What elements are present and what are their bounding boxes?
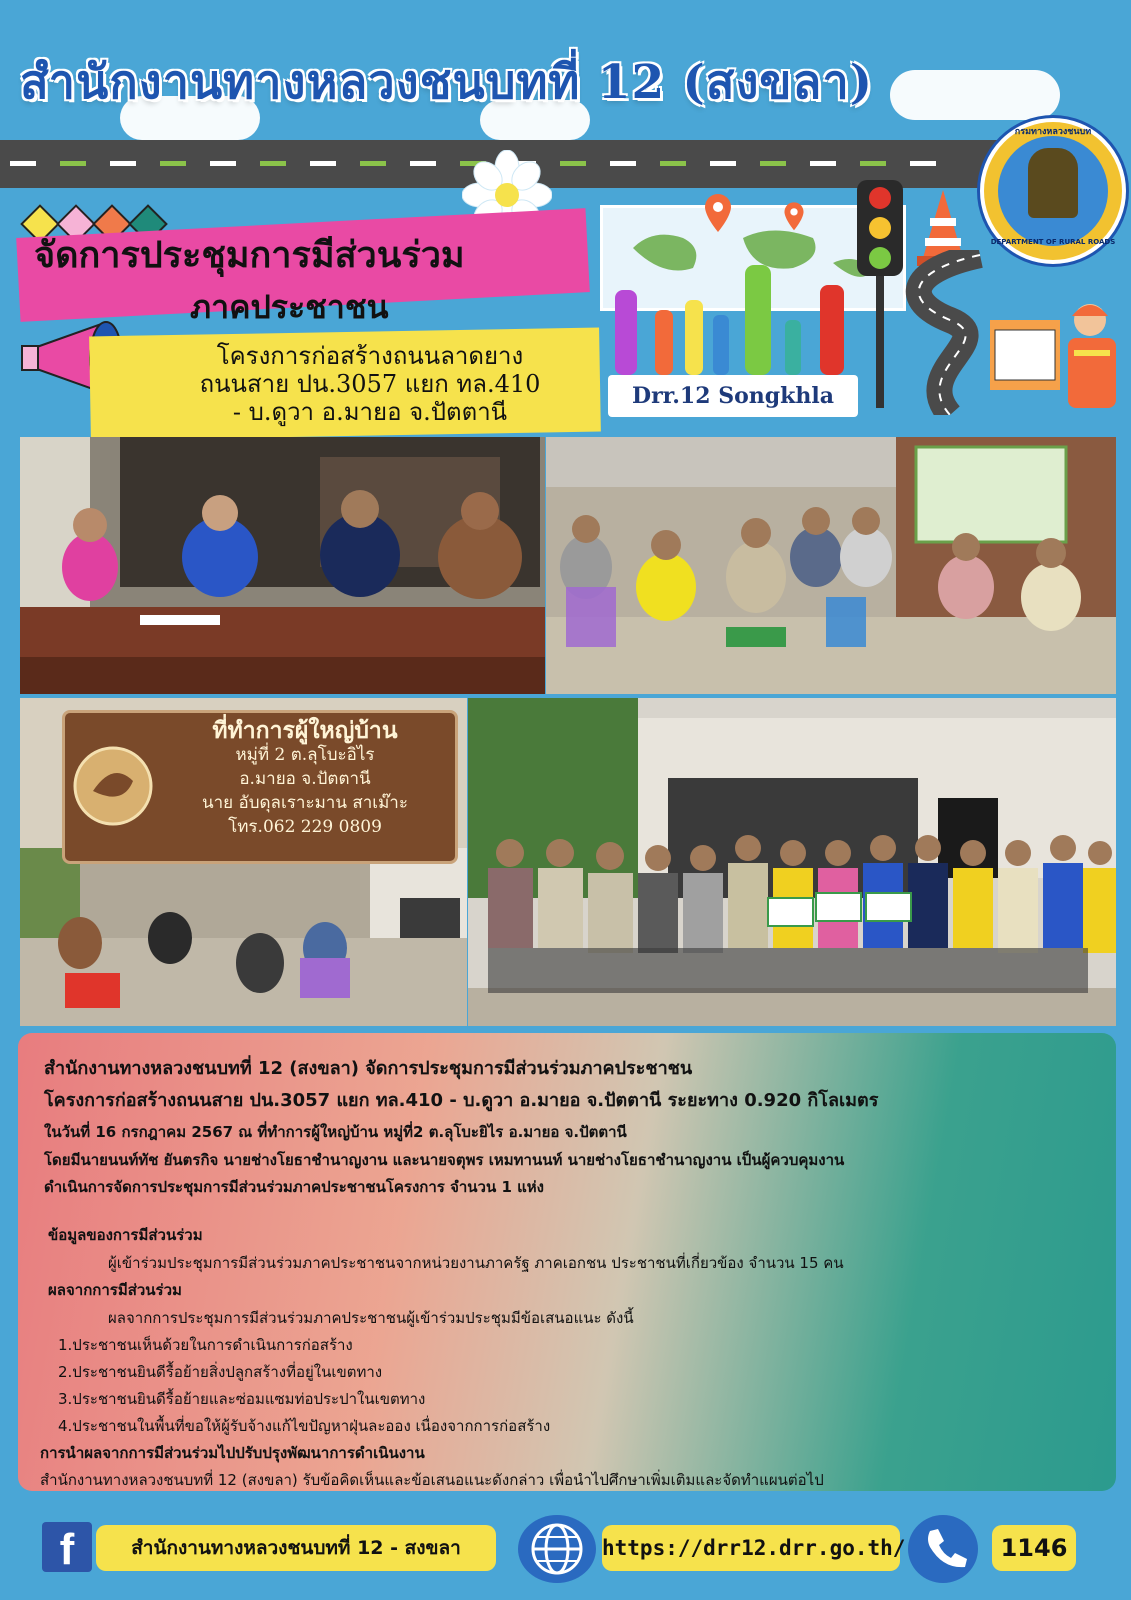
department-logo bbox=[980, 118, 1126, 264]
project-line: โครงการก่อสร้างถนนลาดยาง bbox=[216, 342, 524, 370]
facebook-page-link[interactable]: สำนักงานทางหลวงชนบทที่ 12 - สงขลา bbox=[96, 1525, 496, 1571]
sign-line: อ.มายอ จ.ปัตตานี bbox=[239, 769, 371, 789]
list-item: 3.ประชาชนยินดีรื้อย้ายและซ่อมแซมท่อประปาในเขตทาง bbox=[58, 1390, 426, 1408]
website-link[interactable]: https://drr12.drr.go.th/ bbox=[602, 1525, 900, 1571]
section-heading: การนำผลจากการมีส่วนร่วมไปปรับปรุงพัฒนาการดำเนินงาน bbox=[40, 1444, 425, 1462]
intro-line: ในวันที่ 16 กรกฎาคม 2567 ณ ที่ทำการผู้ใหญ่บ้าน หมู่ที่2 ต.ลุโบะยิไร อ.มายอ จ.ปัตตานี bbox=[44, 1123, 627, 1141]
section-heading: ข้อมูลของการมีส่วนร่วม bbox=[48, 1226, 203, 1244]
sign-line: นาย อับดุลเราะมาน สาเม๊าะ bbox=[201, 793, 408, 813]
section-heading: ผลจากการมีส่วนร่วม bbox=[48, 1281, 182, 1299]
section-text: ผลจากการประชุมการมีส่วนร่วมภาคประชาชนผู้เข้าร่วมประชุมมีข้อเสนอแนะ ดังนี้ bbox=[108, 1309, 634, 1327]
sign-line: หมู่ที่ 2 ต.ลุโบะอิไร bbox=[235, 745, 375, 765]
project-line: ถนนสาย ปน.3057 แยก ทล.410 bbox=[199, 370, 541, 398]
facebook-icon[interactable]: f bbox=[42, 1522, 92, 1572]
section-text: ผู้เข้าร่วมประชุมการมีส่วนร่วมภาคประชาชนจากหน่วยงานภาครัฐ ภาคเอกชน ประชาชนที่เกี่ยวข้อง จำนวน 15 คน bbox=[108, 1254, 844, 1272]
list-item: 1.ประชาชนเห็นด้วยในการดำเนินการก่อสร้าง bbox=[58, 1336, 353, 1354]
globe-icon bbox=[518, 1515, 596, 1583]
footer bbox=[0, 1515, 1131, 1600]
raised-hands-illustration bbox=[605, 260, 865, 375]
section-text: สำนักงานทางหลวงชนบทที่ 12 (สงขลา) รับข้อคิดเห็นและข้อเสนอแนะดังกล่าว เพื่อนำไปศึกษาเพิ่มเติมและจัดทำแผนต่อไป bbox=[40, 1471, 824, 1489]
photo-group-standing bbox=[468, 698, 1116, 1026]
phone-icon bbox=[908, 1515, 978, 1583]
location-pin-icon bbox=[783, 202, 805, 232]
page-title: สำนักงานทางหลวงชนบทที่ 12 (สงขลา) bbox=[20, 55, 873, 110]
deity-emblem-icon bbox=[1028, 148, 1078, 218]
intro-line: ดำเนินการจัดการประชุมการมีส่วนร่วมภาคประชาชนโครงการ จำนวน 1 แห่ง bbox=[44, 1178, 544, 1196]
drr-label: Drr.12 Songkhla bbox=[608, 375, 858, 417]
construction-worker-illustration bbox=[990, 290, 1125, 415]
list-item: 2.ประชาชนยินดีรื้อย้ายสิ่งปลูกสร้างที่อยู่ในเขตทาง bbox=[58, 1363, 383, 1381]
sign-line: โทร.062 229 0809 bbox=[228, 817, 382, 837]
logo-top-text: กรมทางหลวงชนบท bbox=[1014, 127, 1092, 137]
village-office-sign bbox=[62, 710, 458, 864]
intro-line: สำนักงานทางหลวงชนบทที่ 12 (สงขลา) จัดการประชุมการมีส่วนร่วมภาคประชาชน bbox=[44, 1058, 693, 1079]
logo-bottom-text: DEPARTMENT OF RURAL ROADS bbox=[990, 238, 1116, 246]
sign-emblem-icon bbox=[73, 731, 153, 841]
banner-subtitle: ภาคประชาชน bbox=[190, 288, 389, 326]
project-line: - บ.ดูวา อ.มายอ จ.ปัตตานี bbox=[232, 398, 508, 426]
intro-line: โครงการก่อสร้างถนนสาย ปน.3057 แยก ทล.410 - บ.ดูวา อ.มายอ จ.ปัตตานี ระยะทาง 0.920 กิโลเมตร bbox=[44, 1090, 879, 1111]
location-pin-icon bbox=[703, 194, 733, 234]
banner-title: จัดการประชุมการมีส่วนร่วม bbox=[34, 235, 465, 276]
photo-seated-audience bbox=[546, 437, 1116, 694]
hotline-number[interactable]: 1146 bbox=[992, 1525, 1076, 1571]
project-title bbox=[130, 342, 610, 426]
sign-line: ที่ทำการผู้ใหญ่บ้าน bbox=[212, 717, 398, 744]
photo-meeting-table bbox=[20, 437, 545, 694]
list-item: 4.ประชาชนในพื้นที่ขอให้ผู้รับจ้างแก้ไขปัญหาฝุ่นละออง เนื่องจากการก่อสร้าง bbox=[58, 1417, 551, 1435]
intro-line: โดยมีนายนนท์ทัช ยันตรกิจ นายช่างโยธาชำนาญงาน และนายจตุพร เหมทานนท์ นายช่างโยธาชำนาญงาน เป็นผู้ควบคุมงาน bbox=[44, 1151, 845, 1169]
